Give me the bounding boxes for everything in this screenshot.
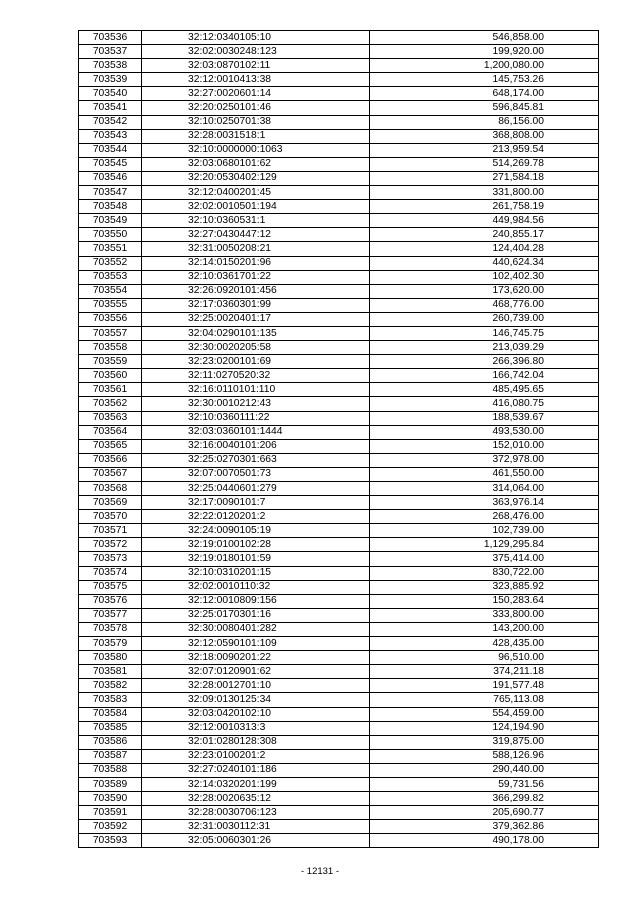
table-row xyxy=(79,256,599,270)
record-number-cell: 703550 xyxy=(79,228,142,242)
cadastral-number-cell: 32:03:0360101:1444 xyxy=(142,425,370,439)
cadastral-number-cell: 32:12:0400201:45 xyxy=(142,186,370,200)
record-number-cell: 703566 xyxy=(79,453,142,467)
record-number-cell: 703565 xyxy=(79,439,142,453)
table-row xyxy=(79,763,599,777)
cadastral-number-cell: 32:10:0250701:38 xyxy=(142,115,370,129)
cadastral-number-cell: 32:16:0040101:206 xyxy=(142,439,370,453)
table-row xyxy=(79,397,599,411)
record-number-cell: 703564 xyxy=(79,425,142,439)
page-number: - 12131 - xyxy=(300,866,340,877)
record-number-cell: 703537 xyxy=(79,45,142,59)
record-number-cell: 703553 xyxy=(79,270,142,284)
cadastral-number-cell: 32:07:0120901:62 xyxy=(142,665,370,679)
amount-cell: 440,624.34 xyxy=(370,256,599,270)
record-number-cell: 703540 xyxy=(79,87,142,101)
record-number-cell: 703567 xyxy=(79,467,142,481)
cadastral-number-cell: 32:01:0280128:308 xyxy=(142,735,370,749)
record-number-cell: 703588 xyxy=(79,763,142,777)
amount-cell: 485,495.65 xyxy=(370,383,599,397)
table-row xyxy=(79,129,599,143)
amount-cell: 96,510.00 xyxy=(370,651,599,665)
table-row xyxy=(79,622,599,636)
amount-cell: 145,753.26 xyxy=(370,73,599,87)
cadastral-number-cell: 32:25:0020401:17 xyxy=(142,312,370,326)
record-number-cell: 703576 xyxy=(79,594,142,608)
amount-cell: 143,200.00 xyxy=(370,622,599,636)
table-row xyxy=(79,651,599,665)
record-number-cell: 703575 xyxy=(79,580,142,594)
ledger-table xyxy=(78,30,599,848)
table-row xyxy=(79,383,599,397)
amount-cell: 146,745.75 xyxy=(370,326,599,340)
amount-cell: 368,808.00 xyxy=(370,129,599,143)
cadastral-number-cell: 32:28:0031518:1 xyxy=(142,129,370,143)
record-number-cell: 703538 xyxy=(79,59,142,73)
cadastral-number-cell: 32:25:0270301:663 xyxy=(142,453,370,467)
amount-cell: 271,584.18 xyxy=(370,171,599,185)
amount-cell: 1,129,295.84 xyxy=(370,538,599,552)
table-row xyxy=(79,510,599,524)
amount-cell: 213,039.29 xyxy=(370,341,599,355)
table-row xyxy=(79,580,599,594)
table-row xyxy=(79,73,599,87)
record-number-cell: 703552 xyxy=(79,256,142,270)
amount-cell: 546,858.00 xyxy=(370,31,599,45)
amount-cell: 59,731.56 xyxy=(370,777,599,791)
amount-cell: 166,742.04 xyxy=(370,369,599,383)
cadastral-number-cell: 32:04:0290101:135 xyxy=(142,326,370,340)
table-row xyxy=(79,496,599,510)
table-row xyxy=(79,214,599,228)
cadastral-number-cell: 32:24:0090105:19 xyxy=(142,524,370,538)
table-row xyxy=(79,411,599,425)
amount-cell: 290,440.00 xyxy=(370,763,599,777)
table-row xyxy=(79,749,599,763)
cadastral-number-cell: 32:12:0010413:38 xyxy=(142,73,370,87)
table-row xyxy=(79,806,599,820)
table-row xyxy=(79,482,599,496)
table-row xyxy=(79,186,599,200)
amount-cell: 374,211.18 xyxy=(370,665,599,679)
cadastral-number-cell: 32:27:0430447:12 xyxy=(142,228,370,242)
record-number-cell: 703557 xyxy=(79,326,142,340)
amount-cell: 765,113.08 xyxy=(370,693,599,707)
table-row xyxy=(79,326,599,340)
cadastral-number-cell: 32:23:0100201:2 xyxy=(142,749,370,763)
cadastral-number-cell: 32:14:0320201:199 xyxy=(142,777,370,791)
amount-cell: 191,577.48 xyxy=(370,679,599,693)
cadastral-number-cell: 32:02:0030248:123 xyxy=(142,45,370,59)
record-number-cell: 703572 xyxy=(79,538,142,552)
table-row xyxy=(79,665,599,679)
amount-cell: 323,885.92 xyxy=(370,580,599,594)
cadastral-number-cell: 32:09:0130125:34 xyxy=(142,693,370,707)
record-number-cell: 703536 xyxy=(79,31,142,45)
amount-cell: 375,414.00 xyxy=(370,552,599,566)
record-number-cell: 703586 xyxy=(79,735,142,749)
table-row xyxy=(79,425,599,439)
amount-cell: 86,156.00 xyxy=(370,115,599,129)
record-number-cell: 703554 xyxy=(79,284,142,298)
cadastral-number-cell: 32:10:0000000:1063 xyxy=(142,143,370,157)
table-row xyxy=(79,355,599,369)
cadastral-number-cell: 32:02:0010110:32 xyxy=(142,580,370,594)
table-row xyxy=(79,453,599,467)
cadastral-number-cell: 32:25:0170301:16 xyxy=(142,608,370,622)
ledger-table-body xyxy=(79,31,599,848)
record-number-cell: 703593 xyxy=(79,834,142,848)
cadastral-number-cell: 32:10:0310201:15 xyxy=(142,566,370,580)
record-number-cell: 703548 xyxy=(79,200,142,214)
record-number-cell: 703541 xyxy=(79,101,142,115)
table-row xyxy=(79,157,599,171)
amount-cell: 260,739.00 xyxy=(370,312,599,326)
record-number-cell: 703585 xyxy=(79,721,142,735)
record-number-cell: 703545 xyxy=(79,157,142,171)
amount-cell: 314,064.00 xyxy=(370,482,599,496)
table-row xyxy=(79,693,599,707)
table-row xyxy=(79,242,599,256)
amount-cell: 199,920.00 xyxy=(370,45,599,59)
record-number-cell: 703555 xyxy=(79,298,142,312)
table-row xyxy=(79,538,599,552)
cadastral-number-cell: 32:20:0250101:46 xyxy=(142,101,370,115)
table-row xyxy=(79,467,599,481)
table-row xyxy=(79,59,599,73)
table-row xyxy=(79,439,599,453)
record-number-cell: 703578 xyxy=(79,622,142,636)
table-row xyxy=(79,637,599,651)
table-row xyxy=(79,552,599,566)
cadastral-number-cell: 32:26:0920101:456 xyxy=(142,284,370,298)
record-number-cell: 703547 xyxy=(79,186,142,200)
table-row xyxy=(79,792,599,806)
cadastral-number-cell: 32:12:0340105:10 xyxy=(142,31,370,45)
record-number-cell: 703582 xyxy=(79,679,142,693)
record-number-cell: 703558 xyxy=(79,341,142,355)
cadastral-number-cell: 32:27:0020601:14 xyxy=(142,87,370,101)
cadastral-number-cell: 32:22:0120201:2 xyxy=(142,510,370,524)
amount-cell: 261,758.19 xyxy=(370,200,599,214)
table-row xyxy=(79,679,599,693)
table-row xyxy=(79,820,599,834)
cadastral-number-cell: 32:17:0360301:99 xyxy=(142,298,370,312)
cadastral-number-cell: 32:27:0240101:186 xyxy=(142,763,370,777)
table-row xyxy=(79,171,599,185)
amount-cell: 514,269.78 xyxy=(370,157,599,171)
table-row xyxy=(79,735,599,749)
cadastral-number-cell: 32:10:0360111:22 xyxy=(142,411,370,425)
record-number-cell: 703568 xyxy=(79,482,142,496)
amount-cell: 266,396.80 xyxy=(370,355,599,369)
cadastral-number-cell: 32:30:0010212:43 xyxy=(142,397,370,411)
table-row xyxy=(79,143,599,157)
table-row xyxy=(79,834,599,848)
record-number-cell: 703571 xyxy=(79,524,142,538)
cadastral-number-cell: 32:16:0110101:110 xyxy=(142,383,370,397)
cadastral-number-cell: 32:12:0590101:109 xyxy=(142,637,370,651)
table-row xyxy=(79,707,599,721)
table-row xyxy=(79,594,599,608)
cadastral-number-cell: 32:18:0090201:22 xyxy=(142,651,370,665)
record-number-cell: 703544 xyxy=(79,143,142,157)
record-number-cell: 703589 xyxy=(79,777,142,791)
amount-cell: 379,362.86 xyxy=(370,820,599,834)
table-row xyxy=(79,87,599,101)
amount-cell: 588,126.96 xyxy=(370,749,599,763)
cadastral-number-cell: 32:11:0270520:32 xyxy=(142,369,370,383)
table-row xyxy=(79,566,599,580)
amount-cell: 124,404.28 xyxy=(370,242,599,256)
cadastral-number-cell: 32:20:0530402:129 xyxy=(142,171,370,185)
cadastral-number-cell: 32:25:0440601:279 xyxy=(142,482,370,496)
table-row xyxy=(79,228,599,242)
cadastral-number-cell: 32:03:0420102:10 xyxy=(142,707,370,721)
record-number-cell: 703556 xyxy=(79,312,142,326)
table-row xyxy=(79,101,599,115)
table-row xyxy=(79,524,599,538)
amount-cell: 468,776.00 xyxy=(370,298,599,312)
record-number-cell: 703591 xyxy=(79,806,142,820)
amount-cell: 152,010.00 xyxy=(370,439,599,453)
record-number-cell: 703574 xyxy=(79,566,142,580)
record-number-cell: 703539 xyxy=(79,73,142,87)
amount-cell: 333,800.00 xyxy=(370,608,599,622)
cadastral-number-cell: 32:23:0200101:69 xyxy=(142,355,370,369)
cadastral-number-cell: 32:17:0090101:7 xyxy=(142,496,370,510)
record-number-cell: 703560 xyxy=(79,369,142,383)
cadastral-number-cell: 32:30:0020205:58 xyxy=(142,341,370,355)
amount-cell: 449,984.56 xyxy=(370,214,599,228)
record-number-cell: 703587 xyxy=(79,749,142,763)
record-number-cell: 703549 xyxy=(79,214,142,228)
amount-cell: 268,476.00 xyxy=(370,510,599,524)
record-number-cell: 703573 xyxy=(79,552,142,566)
table-row xyxy=(79,312,599,326)
amount-cell: 205,690.77 xyxy=(370,806,599,820)
record-number-cell: 703561 xyxy=(79,383,142,397)
record-number-cell: 703559 xyxy=(79,355,142,369)
record-number-cell: 703590 xyxy=(79,792,142,806)
amount-cell: 416,080.75 xyxy=(370,397,599,411)
amount-cell: 490,178.00 xyxy=(370,834,599,848)
cadastral-number-cell: 32:31:0050208:21 xyxy=(142,242,370,256)
cadastral-number-cell: 32:14:0150201:96 xyxy=(142,256,370,270)
table-row xyxy=(79,777,599,791)
amount-cell: 331,800.00 xyxy=(370,186,599,200)
table-row xyxy=(79,115,599,129)
record-number-cell: 703579 xyxy=(79,637,142,651)
cadastral-number-cell: 32:31:0030112:31 xyxy=(142,820,370,834)
cadastral-number-cell: 32:30:0080401:282 xyxy=(142,622,370,636)
table-row xyxy=(79,284,599,298)
amount-cell: 554,459.00 xyxy=(370,707,599,721)
record-number-cell: 703570 xyxy=(79,510,142,524)
record-number-cell: 703592 xyxy=(79,820,142,834)
record-number-cell: 703543 xyxy=(79,129,142,143)
amount-cell: 319,875.00 xyxy=(370,735,599,749)
record-number-cell: 703562 xyxy=(79,397,142,411)
cadastral-number-cell: 32:05:0060301:26 xyxy=(142,834,370,848)
record-number-cell: 703581 xyxy=(79,665,142,679)
cadastral-number-cell: 32:28:0012701:10 xyxy=(142,679,370,693)
cadastral-number-cell: 32:12:0010313:3 xyxy=(142,721,370,735)
amount-cell: 461,550.00 xyxy=(370,467,599,481)
table-row xyxy=(79,721,599,735)
amount-cell: 173,620.00 xyxy=(370,284,599,298)
cadastral-number-cell: 32:12:0010809:156 xyxy=(142,594,370,608)
amount-cell: 124,194.90 xyxy=(370,721,599,735)
amount-cell: 428,435.00 xyxy=(370,637,599,651)
cadastral-number-cell: 32:10:0360531:1 xyxy=(142,214,370,228)
amount-cell: 366,299.82 xyxy=(370,792,599,806)
cadastral-number-cell: 32:19:0100102:28 xyxy=(142,538,370,552)
cadastral-number-cell: 32:03:0870102:11 xyxy=(142,59,370,73)
amount-cell: 372,978.00 xyxy=(370,453,599,467)
cadastral-number-cell: 32:07:0070501:73 xyxy=(142,467,370,481)
amount-cell: 1,200,080.00 xyxy=(370,59,599,73)
cadastral-number-cell: 32:28:0020635:12 xyxy=(142,792,370,806)
record-number-cell: 703551 xyxy=(79,242,142,256)
amount-cell: 150,283.64 xyxy=(370,594,599,608)
amount-cell: 240,855.17 xyxy=(370,228,599,242)
table-row xyxy=(79,298,599,312)
record-number-cell: 703577 xyxy=(79,608,142,622)
cadastral-number-cell: 32:19:0180101:59 xyxy=(142,552,370,566)
amount-cell: 188,539.67 xyxy=(370,411,599,425)
record-number-cell: 703583 xyxy=(79,693,142,707)
table-row xyxy=(79,270,599,284)
amount-cell: 363,976.14 xyxy=(370,496,599,510)
table-row xyxy=(79,369,599,383)
amount-cell: 830,722.00 xyxy=(370,566,599,580)
record-number-cell: 703563 xyxy=(79,411,142,425)
amount-cell: 102,739.00 xyxy=(370,524,599,538)
amount-cell: 493,530.00 xyxy=(370,425,599,439)
table-row xyxy=(79,200,599,214)
table-row xyxy=(79,341,599,355)
table-row xyxy=(79,31,599,45)
cadastral-number-cell: 32:10:0361701:22 xyxy=(142,270,370,284)
amount-cell: 596,845.81 xyxy=(370,101,599,115)
record-number-cell: 703584 xyxy=(79,707,142,721)
table-row xyxy=(79,45,599,59)
table-row xyxy=(79,608,599,622)
cadastral-number-cell: 32:28:0030706:123 xyxy=(142,806,370,820)
record-number-cell: 703569 xyxy=(79,496,142,510)
cadastral-number-cell: 32:03:0680101:62 xyxy=(142,157,370,171)
amount-cell: 648,174.00 xyxy=(370,87,599,101)
record-number-cell: 703546 xyxy=(79,171,142,185)
record-number-cell: 703580 xyxy=(79,651,142,665)
record-number-cell: 703542 xyxy=(79,115,142,129)
amount-cell: 102,402.30 xyxy=(370,270,599,284)
amount-cell: 213,959.54 xyxy=(370,143,599,157)
cadastral-number-cell: 32:02:0010501:194 xyxy=(142,200,370,214)
